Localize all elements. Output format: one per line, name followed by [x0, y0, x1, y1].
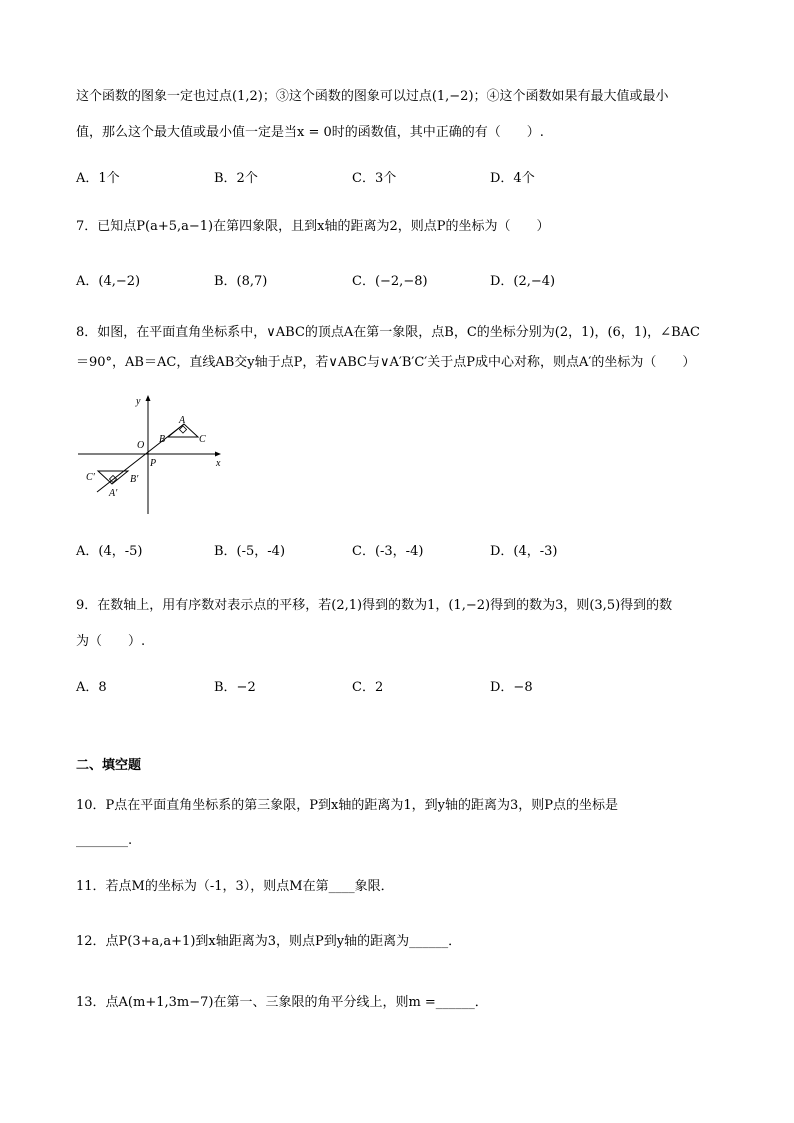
q9-text-line-1: 9．在数轴上，用有序数对表示点的平移，若(2,1)得到的数为1，(1,−2)得到的数为3，则(3,5)得到的数 — [76, 598, 673, 613]
q6-option-c: C．3个 — [352, 171, 397, 186]
q11-text: 11．若点M的坐标为（-1，3），则点M在第____象限． — [76, 879, 394, 894]
q8-figure — [72, 390, 232, 518]
label-a: A — [179, 415, 186, 426]
x-axis-arrow — [215, 452, 221, 457]
q9-option-c: C．2 — [352, 680, 384, 695]
q6-text-line-1: 这个函数的图象一定也过点(1,2)；③这个函数的图象可以过点(1,−2)；④这个函数如果有最大值或最小 — [76, 89, 669, 104]
q9-option-a: A．8 — [76, 680, 107, 695]
section-heading-fill-in: 二、填空题 — [76, 758, 142, 773]
q12-text: 12．点P(3+a,a+1)到x轴距离为3，则点P到y轴的距离为______． — [76, 934, 462, 949]
q6-option-a: A．1个 — [76, 171, 120, 186]
q7-option-a: A．(4,−2) — [76, 274, 141, 289]
label-a1: A′ — [109, 488, 118, 499]
q9-option-d: D．−8 — [490, 680, 533, 695]
q8-option-d: D．(4，-3) — [490, 544, 558, 559]
q7-option-b: B．(8,7) — [214, 274, 268, 289]
q6-option-d: D．4个 — [490, 171, 535, 186]
q8-option-a: A．(4，-5) — [76, 544, 143, 559]
q10-text-line-1: 10．P点在平面直角坐标系的第三象限，P到x轴的距离为1，到y轴的距离为3，则P点的坐标是 — [76, 798, 619, 813]
q7-text: 7．已知点P(a+5,a−1)在第四象限，且到x轴的距离为2，则点P的坐标为（ ） — [76, 219, 550, 234]
q8-option-b: B．(-5，-4) — [214, 544, 286, 559]
q7-option-c: C．(−2,−8) — [352, 274, 428, 289]
q8-text-line-2: ＝90°，AB＝AC，直线AB交y轴于点P，若∨ABC与∨A′B′C′关于点P成中心对称，则点A′的坐标为（ ） — [76, 355, 696, 370]
label-c1: C′ — [86, 472, 95, 483]
label-b: B — [159, 434, 166, 445]
q6-option-b: B．2个 — [214, 171, 258, 186]
q8-option-c: C．(-3，-4) — [352, 544, 424, 559]
q13-text: 13．点A(m+1,3m−7)在第一、三象限的角平分线上，则m =______． — [76, 995, 488, 1010]
label-x: x — [216, 458, 221, 469]
label-y: y — [136, 396, 141, 407]
q9-option-b: B．−2 — [214, 680, 256, 695]
label-b1: B′ — [130, 474, 139, 485]
q6-text-line-2: 值，那么这个最大值或最小值一定是当x = 0时的函数值，其中正确的有（ ）. — [76, 125, 544, 140]
q7-option-d: D．(2,−4) — [490, 274, 556, 289]
label-p: P — [150, 458, 157, 469]
label-c: C — [199, 434, 206, 445]
q9-text-line-2: 为（ ）. — [76, 634, 146, 649]
y-axis-arrow — [146, 395, 151, 401]
q10-text-line-2: ________. — [76, 833, 133, 848]
label-o: O — [137, 440, 145, 451]
q8-text-line-1: 8．如图，在平面直角坐标系中，∨ABC的顶点A在第一象限，点B，C的坐标分别为(2，1)，(6，1)，∠BAC — [76, 325, 700, 340]
